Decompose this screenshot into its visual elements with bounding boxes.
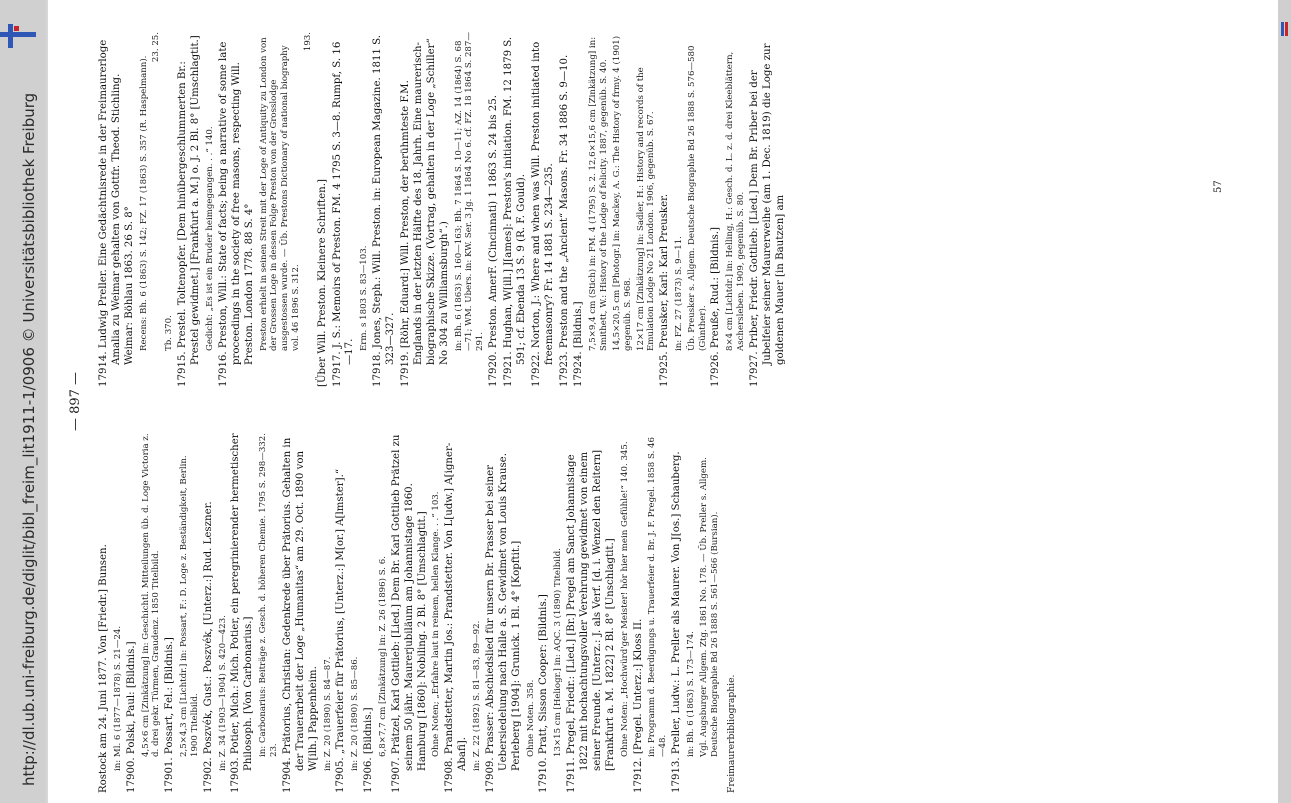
bibliography-note: in: Programm d. Beerdigungs u. Trauerfeier d. Br. J. F. Pregel. 1858 S. 46—48. <box>647 437 669 757</box>
library-logo-icon[interactable] <box>0 24 36 48</box>
bibliography-note: 6,8×7,7 cm [Zinkätzung] in: Z. 26 (1896) S. 6. <box>377 556 388 757</box>
bibliography-ref: in: Z. 20 (1890) S. 84—87. <box>322 656 333 771</box>
bibliography-note: Üb. Preusker s. Allgem. Deutsche Biographie Bd 26 1888 S. 576—580 (Günther). <box>686 45 708 351</box>
bibliography-entry: 17909. Prasser: Abschiedslied für unsern Br. Prasser bei seiner Uebersiedelung nach Halle a. S. Gewidmet von Louis Krause. Perleberg [1904]: Grunick. 1 Bl. 4° [Kopftit.] <box>484 453 522 793</box>
viewer-right-margin <box>1278 0 1291 803</box>
bibliography-entry: 17919. [Röhr, Eduard:] Will. Preston, der berühmteste F.M. Englands in der letzten Hälfte des 18. Jahrh. Eine maurerisch-biographische Skizze. (Vortrag, gehalten in der Loge „Schiller“ No 304 zu Williamsburgh“.) <box>399 38 450 387</box>
bibliography-note: in: Bh. 6 (1863) S. 173—174. <box>685 631 696 757</box>
next-page-marker-icon[interactable] <box>1281 22 1284 36</box>
bibliography-entry: Rostock am 24. Juni 1877. Von [Friedr.] Bunsen. <box>98 544 109 793</box>
bibliography-note: 4,5×6 cm [Zinkätzung] in: Geschichtl. Mitteilungen üb. d. Loge Victoria z. d. drei gekr. Türmen, Graudenz. 1850 Titelbild. <box>140 433 162 757</box>
bibliography-entry: 17906. [Bildnis.] <box>363 707 375 793</box>
bibliography-entry: 17927. Priber, Friedr. Gottlieb: [Lied.] Dem Br. Priber bei der Jubelfeier seiner Maurerweihe (am 1. Dec. 1819) die Loge zur goldenen Mauer [in Bautzen] am <box>748 43 786 387</box>
bibliography-pn: 193. <box>302 32 313 52</box>
bibliography-entry: 17911. Pregel, Friedr.: [Lied.] [Br.] Pregel am Sanct Johannistage 1822 mit hochachtungsvoller Verehrung gewidmet von einem seiner Freunde. [Unterz.: J. als Verf. [d. i. Wenzel den Reitern] [Frankfurt a. M. 1822] 2 Bl. 8° [Unschlagtit.] <box>566 449 616 793</box>
bibliography-note: Tb. 370. <box>164 315 175 351</box>
bibliography-entry: 17926. Preuße, Rud.: [Bildnis.] <box>710 227 722 387</box>
scanned-page <box>48 0 1278 803</box>
bibliography-entry: 17903. Potier, Mich.: Mich. Potier, ein peregrinierender hermetischer Philosoph. [Von Carbonarius.] <box>230 433 255 793</box>
right-text-column <box>98 32 790 387</box>
page-content-rotated <box>48 0 1278 803</box>
bibliography-entry: 17924. [Bildnis.] <box>573 301 585 387</box>
bibliography-note: 8×4 cm [Lichtdr.] in: Helling, H.: Gesch. d. L. z. d. drei Kleeblättern, Aschersleben. 1909, gegenüb. S. 80. <box>725 51 747 351</box>
bibliography-pn: 23. 25. <box>150 32 161 63</box>
bibliography-entry: 17918. Jones, Steph.: Will. Preston. in: European Magazine. 1811 S. 323—327. <box>372 34 397 387</box>
page-number-header: — 897 — <box>68 371 83 432</box>
bibliography-ref: in: Ml. 6 (1877—1878) S. 21—24. <box>112 625 123 771</box>
bibliography-note: in: Carbonarius: Beiträge z. Gesch. d. höheren Chemie. 1795 S. 298—332. 23. <box>258 433 280 757</box>
bibliography-note: Ohne Noten: „Hochwürd'ger Meister! hör hier mein Gefühle!“ 140. 345. <box>619 441 630 757</box>
bibliography-note: 14,5×20,5 cm [Photogr.] in: Mackey, A. G.: The History of frmy. 4 (1901) gegenüb. S. 968. <box>611 35 633 351</box>
bibliography-ref: in: Z. 34 (1903—1904) S. 420—423. <box>217 615 228 771</box>
bibliography-entry: 17914. Ludwig Preller. Eine Gedächtnisrede in der Freimaurerloge Amalia zu Weimar gehalten von Gottfr. Theod. Stichling. Weimar: Böhlau 1863. 26 S. 8° <box>98 39 135 387</box>
left-text-column <box>98 433 739 793</box>
bibliography-entry: 17901. Possart, Fel.: [Bildnis.] <box>164 637 176 793</box>
bibliography-entry: 17916. Preston, Will.: State of facts; being a narrative of some late proceedings in the society of free masons, respecting Will. Preston. London 1778. 88 S. 4° <box>217 41 255 387</box>
bibliography-note: 7,5×9,4 cm (Stich) in: FM. 4 (1795) S. 2. 12,6×15,6 cm [Zinkätzung] in: Smithett, W.: History of the Lodge of felicity. 1887, gegenüb. S. 40. <box>588 36 610 351</box>
source-url-text: http://dl.ub.uni-freiburg.de/diglit/bibl_freim_lit1911-1/0906 <box>20 347 38 786</box>
bibliography-note: Vgl. Augsburger Allgem. Ztg. 1861 No. 178. — Üb. Preller s. Allgem. Deutsche Biographie Bd 26 1888 S. 561—566 (Bursian). <box>698 457 720 757</box>
bibliography-entry: 17925. Preusker, Karl: Karl Preusker. <box>659 193 671 387</box>
bibliography-note: Erm. s 1803 S. 83—103. <box>359 245 370 351</box>
bibliography-entry: 17908. Prandstetter, Martin Jos.: Prandstetter. Von L[udw.] A[igner-Abafi]. <box>444 442 469 793</box>
viewer-left-margin <box>0 0 46 803</box>
bibliography-note: Gedicht: „Es ist ein Bruder heimgegangen. . .“ 140. <box>205 126 216 351</box>
bibliography-entry: 17902. Poszvék, Gust.: Poszvék, [Unterz.:] Rud. Leszner. <box>202 501 214 793</box>
bibliography-entry: 17907. Prätzel, Karl Gottlieb: [Lied.] Dem Br. Karl Gottlieb Prätzel zu seinem 50 jähr. Maurerjubiläum am Johannistage 1860. Hamburg [1860]: Nobiling. 2 Bl. 8° [Umschlagtit.] <box>390 434 428 793</box>
bibliography-entry: 17915. Prestel. Toltenopfer. [Dem hinübergeschlummerten Br.: Prestel gewidmet.] [Frankfurt a. M.] o. J. 2 Bl. 8° [Umschlagtit.] <box>177 35 202 387</box>
bibliography-entry: 17921. Hughan, W[ill.] J[ames]: Preston's initiation. FM. 12 1879 S. 591; cf. Ebenda 13 S. 9 (R. F. Gould). <box>502 36 527 387</box>
marker-accent-icon <box>1285 22 1288 36</box>
bibliography-entry: 17917. J. S.: Memoirs of Preston. FM. 4 1795 S. 3—8. Rumpf, S. 16—17. <box>331 41 356 387</box>
bibliography-entry: 17922. Norton, J.: Where and when was Will. Preston initiated into freemasonry? Fr. 14 1881 S. 234—235. <box>530 41 555 387</box>
bibliography-note: Ohne Noten. 358. <box>525 679 536 757</box>
footer-left: Freimaurerbibliographie. <box>726 674 738 793</box>
bibliography-note: Ohne Noten; „Erfahre laut in reinem, hellen Klange. . .“ 103. <box>431 491 442 757</box>
bibliography-note: in: Bh. 6 (1863) S. 160—163; Bh. 7 1864 S. 10—11; AZ. 14 (1864) S. 68—71; WM. Ubers. in: KW. Ser. 3 Jg. 1 1864 No 6. cf. FZ. 18 1864 S. 287—291. <box>453 32 486 351</box>
copyright-text: © Universitätsbibliothek Freiburg <box>20 92 38 343</box>
bibliography-ref: in: Z. 20 (1890) S. 85—86. <box>350 656 361 771</box>
bibliography-note: in: FZ. 27 (1873) S. 9—11. <box>674 236 685 351</box>
bibliography-entry: 17912. [Pregel. Unterz.:] Kloss II. <box>632 618 644 793</box>
bibliography-entry: 17923. Preston and the „Ancient“ Masons. Fr. 34 1886 S. 9—10. <box>558 54 570 387</box>
bibliography-entry: 17910. Pratt, Sisson Cooper: [Bildnis.] <box>538 594 550 793</box>
bibliography-note: Preston erhielt in seinen Streit mit der Loge of Antiquity zu London von der Grossen Loge in dessen Folge Preston von der Grosslodge ausgestossen wurde. — Üb. Prestons Dictionary of national biography vol. 46 1896 S. 312. <box>258 37 301 351</box>
source-url-watermark <box>20 93 38 786</box>
bibliography-entry: 17913. Preller, Ludw.: L. Preller als Maurer. Von J[os.] Schauberg. <box>671 451 682 793</box>
signature-mark: 57 <box>1213 180 1224 193</box>
bibliography-entry: 17900. Polski, Paul: [Bildnis.] <box>125 641 137 793</box>
bibliography-note: 2,5×4,3 cm [Lichtdr.] in: Possart, F.: D. Loge z. Beständigkeit, Berlin. 1900 Titelbild. <box>179 455 200 757</box>
bibliography-entry: 17920. Preston. AmerF. (Cincinnati) 1 1863 S. 24 bis 25. <box>487 95 499 387</box>
bibliography-note: 12×17 cm [Zinkätzung] in: Sadler, H.: History and records of the Emulation Lodge No 21 London. 1906, gegenüb. S. 67. <box>635 67 657 351</box>
bibliography-entry: 17904. Prätorius, Christian: Gedenkrede über Prätorius. Gehalten in der Trauerarbeit der Loge „Humanitas“ am 29. Oct. 1890 von W[ilh.] Pappenheim. <box>281 437 319 793</box>
bibliography-note: 13×15 cm [Heliogr.] in: AQC. 3 (1890) Titelbild. <box>553 548 564 757</box>
bibliography-note: Recens: Bh. 6 (1863) S. 142; FZ. 17 (1863) S. 357 (R. Haspelmann). <box>138 55 149 351</box>
bibliography-entry: [Über Will. Preston. Kleinere Schriften.] <box>316 179 328 387</box>
bibliography-ref: in: Z. 22 (1892) S. 81—83, 89—92. <box>472 620 483 771</box>
bibliography-entry: 17905. „Trauerfeier für Prätorius, [Unterz.:] M[or.] A[lmster].“ <box>335 468 347 793</box>
